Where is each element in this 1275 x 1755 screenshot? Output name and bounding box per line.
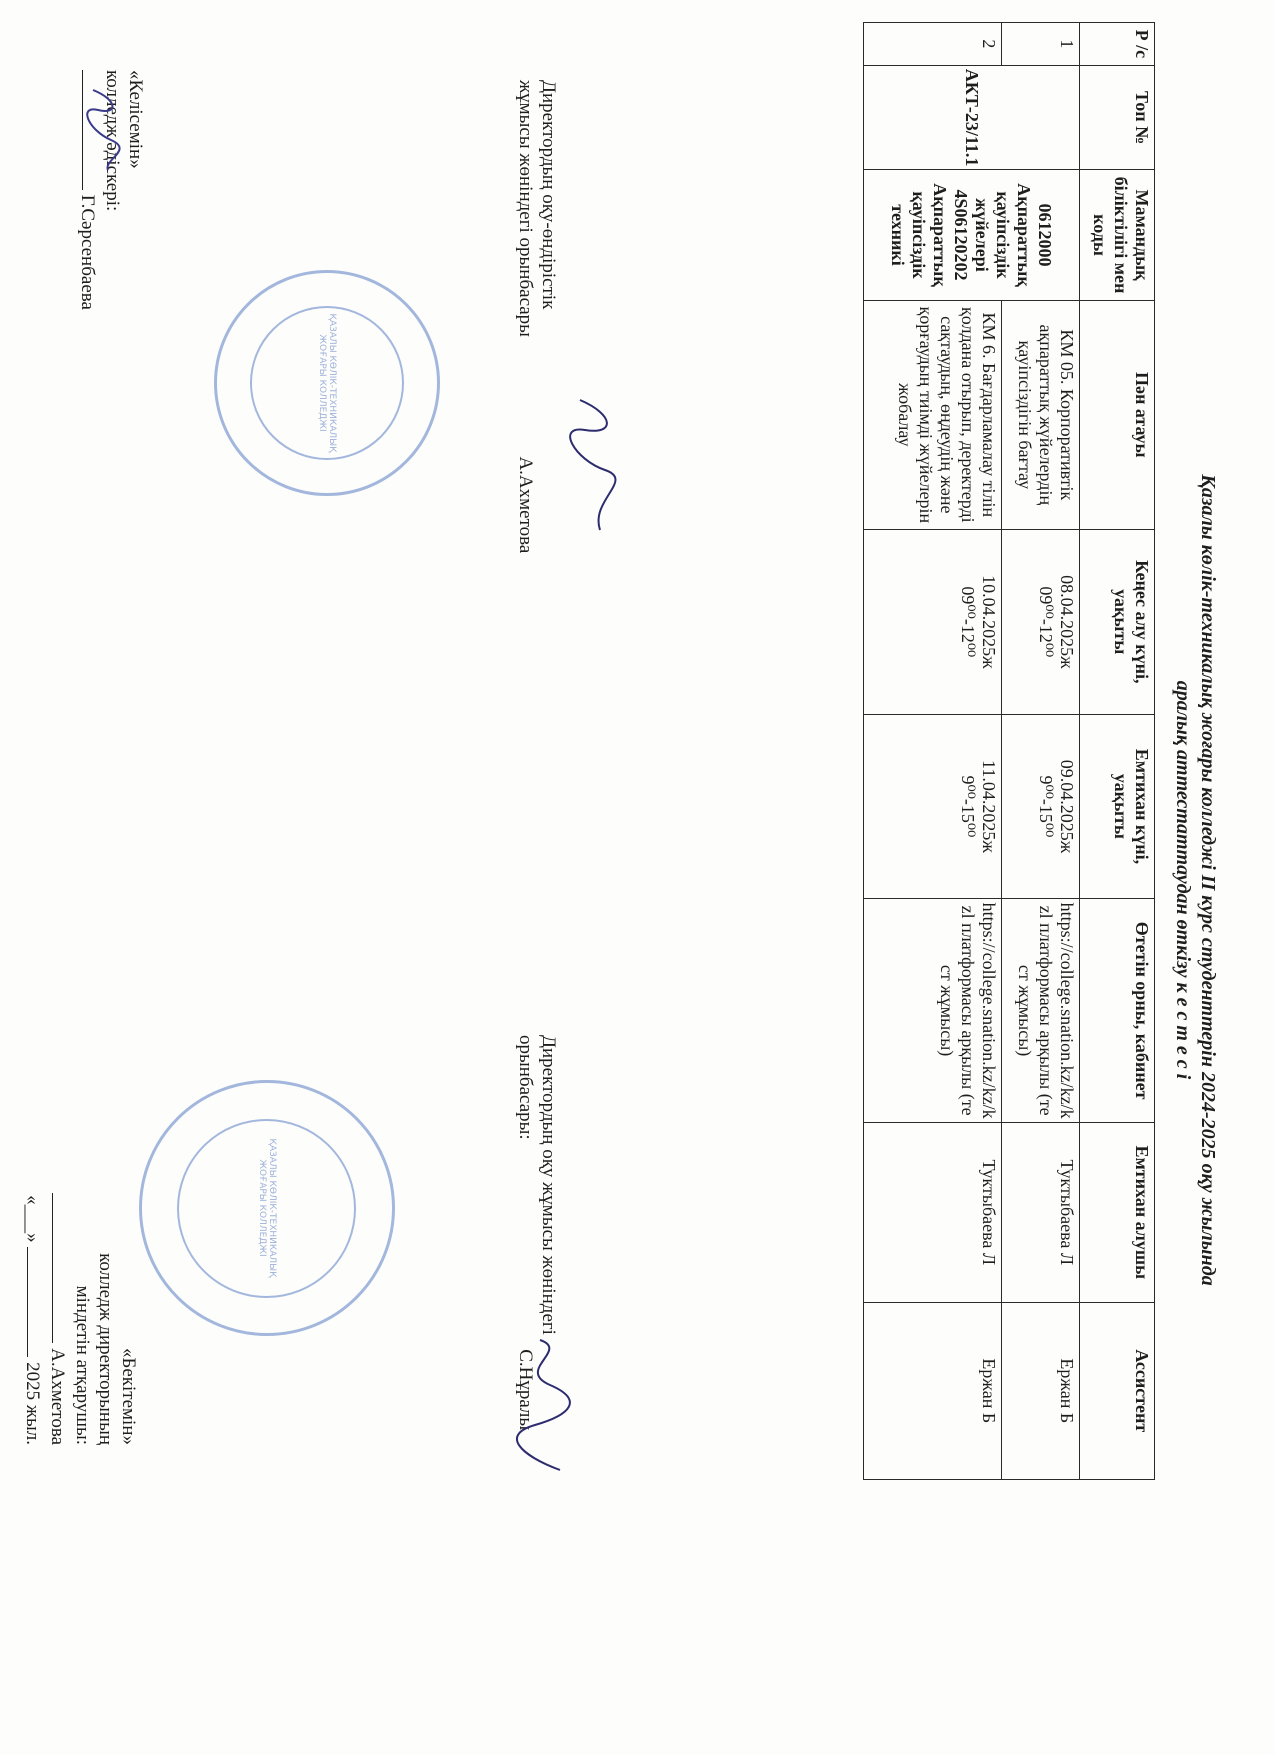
footer-left (514, 80, 560, 580)
header-examiner: Емтихан алушы (1080, 1122, 1155, 1302)
assistant-cell: Ержан Б (1002, 1302, 1080, 1479)
consult-date: 10.04.2025ж (979, 575, 999, 669)
consult-date: 08.04.2025ж (1057, 575, 1077, 669)
assistant-cell: Ержан Б (864, 1302, 1002, 1479)
exam-cell (864, 714, 1002, 899)
exam-time: 9⁰⁰-15⁰⁰ (958, 775, 978, 838)
table-row (1002, 23, 1080, 1480)
title-line-2: аралық аттестаттаудан өткізу к е с т е с і (1172, 680, 1194, 1080)
footer-left-name: А.Ахметова (515, 456, 536, 554)
footer-right-name: С.Нұралы (515, 1349, 536, 1431)
director-stamp-text: ҚАЗАЛЫ КӨЛІК-ТЕХНИКАЛЫҚ ЖОҒАРЫ КОЛЛЕДЖІ (178, 1119, 357, 1298)
methodist-role: колледж әдіскері: (102, 70, 123, 212)
header-no: Р /с (1080, 23, 1155, 66)
signature-icon (505, 1330, 575, 1480)
row-number: 1 (1002, 23, 1080, 66)
header-assistant: Ассистент (1080, 1302, 1155, 1479)
schedule-table (863, 22, 1155, 1480)
header-place: Өтетін орны, кабинет (1080, 899, 1155, 1123)
row-number: 2 (864, 23, 1002, 66)
footer-left-role-2: жұмысы жөніндегі орынбасары (515, 80, 536, 337)
header-group: Топ № (1080, 65, 1155, 170)
approved-label: «Бекітемін» (118, 1347, 139, 1445)
director-signature-line (52, 1193, 71, 1343)
methodist-name: Г.Сәрсенбаева (77, 194, 98, 310)
exam-date: 09.04.2025ж (1057, 759, 1077, 854)
consult-time: 09⁰⁰-12⁰⁰ (1036, 586, 1056, 658)
place-cell: https://college.snation.kz/kz/kzl платформасы арқылы (тест жұмысы) (864, 899, 1002, 1123)
approval-right (21, 1100, 140, 1445)
exam-time: 9⁰⁰-15⁰⁰ (1036, 775, 1056, 838)
footer-left-role-1: Директордың оқу-өндірістік (538, 80, 559, 310)
consult-time: 09⁰⁰-12⁰⁰ (958, 586, 978, 658)
table-header-row (1080, 23, 1155, 1480)
director-role-1: колледж директорының (95, 1253, 116, 1445)
footer-right-role-2: орынбасары: (515, 1035, 536, 1140)
consult-cell (864, 530, 1002, 715)
header-consult: Кеңес алу күні, уақыты (1080, 530, 1155, 715)
director-role-2: міндетін атқарушы: (72, 1285, 93, 1445)
subject-cell: КМ 6. Бағдарламалау тілін қолдана отырып, деректерді сақтаудың, өңдеудің және қорғаудың тиімді жүйелерін жобалау (864, 300, 1002, 529)
exam-date: 11.04.2025ж (979, 760, 999, 853)
signature-line (82, 70, 101, 190)
college-stamp-icon (214, 270, 440, 496)
exam-cell (1002, 714, 1080, 899)
specialty-cell: 0612000 Ақпараттық қауіпсіздік жүйелері 4S06120202 Ақпараттық қауіпсіздік техникі (864, 170, 1080, 300)
place-cell: https://college.snation.kz/kz/kzl платформасы арқылы (тест жұмысы) (1002, 899, 1080, 1123)
header-exam: Емтихан күні, уақыты (1080, 714, 1155, 899)
signature-icon (83, 70, 123, 190)
examiner-cell: Туктыбаева Л (864, 1122, 1002, 1302)
header-specialty: Мамандық біліктілігі мен коды (1080, 170, 1155, 300)
document-title (1170, 300, 1220, 1460)
college-stamp-text: ҚАЗАЛЫ КӨЛІК-ТЕХНИКАЛЫҚ ЖОҒАРЫ КОЛЛЕДЖІ (250, 306, 404, 460)
date-year: 2025 жыл. (22, 1362, 43, 1445)
approval-left (76, 70, 147, 310)
director-stamp-icon (139, 1080, 395, 1336)
agreed-label: «Келісемін» (125, 70, 146, 169)
title-line-1: Қазалы көлік-техникалық жоғары колледжі II курс студенттерін 2024-2025 оқу жылында (1197, 474, 1219, 1286)
footer-right-role-1: Директордың оқу жұмысы жөніндегі (538, 1035, 559, 1335)
consult-cell (1002, 530, 1080, 715)
signature-icon (560, 390, 620, 540)
date-day: «___» (22, 1195, 43, 1243)
header-subject: Пән атауы (1080, 300, 1155, 529)
director-name: А.Ахметова (47, 1348, 68, 1445)
group-cell: АКТ-23/11.1 (864, 65, 1080, 170)
subject-cell: КМ 05. Корпоративтік ақпараттық жүйелердің қауіпсіздігін бағтау (1002, 300, 1080, 529)
examiner-cell: Туктыбаева Л (1002, 1122, 1080, 1302)
date-month-line (27, 1247, 46, 1357)
